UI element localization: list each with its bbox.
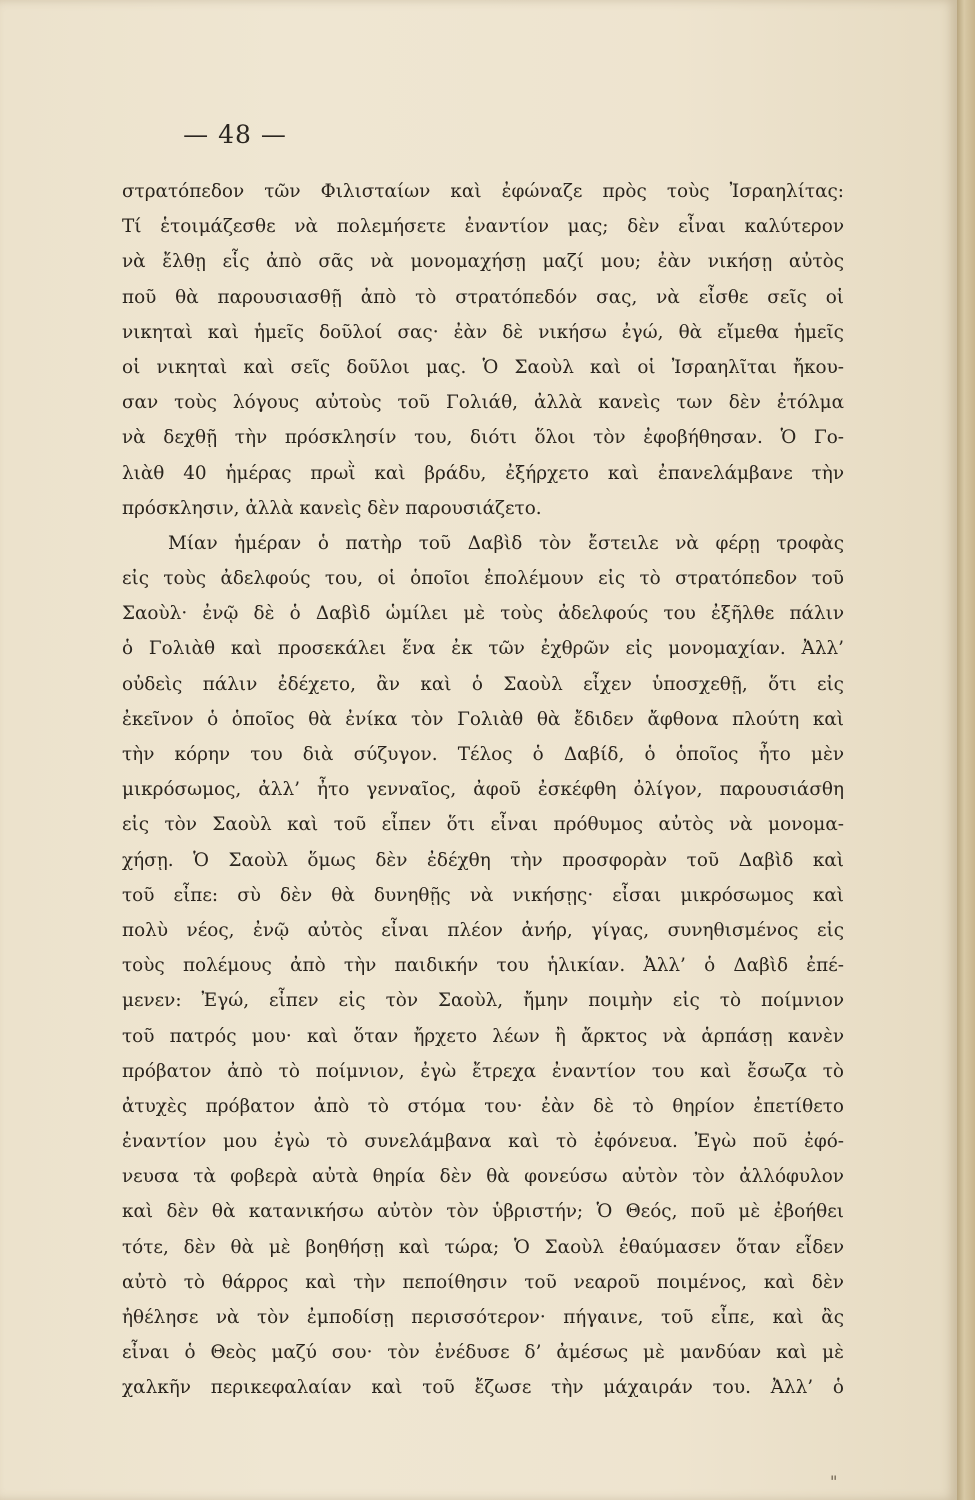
page-number: — 48 — xyxy=(183,120,287,149)
text-line-24: μενεν: Ἐγώ, εἶπεν εἰς τὸν Σαοὺλ, ἤμην ποιμὴν εἰς τὸ ποίμνιον xyxy=(122,990,844,1012)
text-line-6: οἱ νικηταὶ καὶ σεῖς δοῦλοι μας. Ὁ Σαοὺλ καὶ οἱ Ἰσραηλῖται ἤκου- xyxy=(122,356,844,378)
text-line-12: εἰς τοὺς ἀδελφούς του, οἱ ὁποῖοι ἐπολέμουν εἰς τὸ στρατόπεδον τοῦ xyxy=(122,568,844,590)
book-binding-edge xyxy=(957,0,975,1500)
text-line-2: Τί ἑτοιμάζεσθε νὰ πολεμήσετε ἐναντίον μας; δὲν εἶναι καλύτερον xyxy=(122,216,844,238)
text-line-20: χήσῃ. Ὁ Σαοὺλ ὅμως δὲν ἐδέχθη τὴν προσφορὰν τοῦ Δαβὶδ καὶ xyxy=(122,849,844,871)
text-line-29: νευσα τὰ φοβερὰ αὐτὰ θηρία δὲν θὰ φονεύσω αὐτὸν τὸν ἀλλόφυλον xyxy=(122,1166,844,1188)
text-line-32: αὐτὸ τὸ θάρρος καὶ τὴν πεποίθησιν τοῦ νεαροῦ ποιμένος, καὶ δὲν xyxy=(122,1271,844,1293)
text-line-4: ποῦ θὰ παρουσιασθῇ ἀπὸ τὸ στρατόπεδόν σας, νὰ εἶσθε σεῖς οἱ xyxy=(122,286,844,308)
text-line-28: ἐναντίον μου ἐγὼ τὸ συνελάμβανα καὶ τὸ ἐφόνευα. Ἐγὼ ποῦ ἐφό- xyxy=(122,1131,844,1153)
text-line-11: Μίαν ἡμέραν ὁ πατὴρ τοῦ Δαβὶδ τὸν ἔστειλε νὰ φέρῃ τροφὰς xyxy=(168,532,844,554)
text-line-14: ὁ Γολιὰθ καὶ προσεκάλει ἕνα ἐκ τῶν ἐχθρῶν εἰς μονομαχίαν. Ἀλλ’ xyxy=(122,638,844,660)
text-line-33: ἠθέλησε νὰ τὸν ἐμποδίσῃ περισσότερον· πήγαινε, τοῦ εἶπε, καὶ ἂς xyxy=(122,1307,844,1328)
text-line-7: σαν τοὺς λόγους αὐτοὺς τοῦ Γολιάθ, ἀλλὰ κανεὶς των δὲν ἐτόλμα xyxy=(122,392,844,414)
text-line-21: τοῦ εἶπε: σὺ δὲν θὰ δυνηθῇς νὰ νικήσῃς· εἶσαι μικρόσωμος καὶ xyxy=(122,884,844,906)
text-line-17: τὴν κόρην του διὰ σύζυγον. Τέλος ὁ Δαβίδ, ὁ ὁποῖος ἦτο μὲν xyxy=(122,744,844,765)
footer-mark: " xyxy=(830,1472,838,1491)
text-line-23: τοὺς πολέμους ἀπὸ τὴν παιδικήν του ἡλικίαν. Ἀλλ’ ὁ Δαβὶδ ἐπέ- xyxy=(122,955,844,977)
text-line-26: πρόβατον ἀπὸ τὸ ποίμνιον, ἐγὼ ἔτρεχα ἐναντίον του καὶ ἔσωζα τὸ xyxy=(122,1060,844,1082)
text-line-30: καὶ δὲν θὰ κατανικήσω αὐτὸν τὸν ὑβριστήν; Ὁ Θεός, ποῦ μὲ ἐβοήθει xyxy=(122,1201,844,1223)
text-line-8: νὰ δεχθῇ τὴν πρόσκλησίν του, διότι ὅλοι τὸν ἐφοβήθησαν. Ὁ Γο- xyxy=(122,427,844,449)
text-line-18: μικρόσωμος, ἀλλ’ ἦτο γενναῖος, ἀφοῦ ἐσκέφθη ὀλίγον, παρουσιάσθη xyxy=(122,779,844,801)
text-line-1: στρατόπεδον τῶν Φιλισταίων καὶ ἐφώναζε πρὸς τοὺς Ἰσραηλίτας: xyxy=(122,181,844,202)
text-line-31: τότε, δὲν θὰ μὲ βοηθήσῃ καὶ τώρα; Ὁ Σαοὺλ ἐθαύμασεν ὅταν εἶδεν xyxy=(122,1236,844,1258)
body-text xyxy=(122,174,844,1406)
text-line-34: εἶναι ὁ Θεὸς μαζύ σου· τὸν ἐνέδυσε δ’ ἀμέσως μὲ μανδύαν καὶ μὲ xyxy=(122,1342,844,1364)
text-line-22: πολὺ νέος, ἐνῷ αὐτὸς εἶναι πλέον ἀνήρ, γίγας, συνηθισμένος εἰς xyxy=(122,919,844,941)
text-line-35: χαλκῆν περικεφαλαίαν καὶ τοῦ ἔζωσε τὴν μάχαιράν του. Ἀλλ’ ὁ xyxy=(122,1377,844,1399)
text-line-25: τοῦ πατρός μου· καὶ ὅταν ἤρχετο λέων ἢ ἄρκτος νὰ ἁρπάσῃ κανὲν xyxy=(122,1025,844,1047)
text-line-5: νικηταὶ καὶ ἡμεῖς δοῦλοί σας· ἐὰν δὲ νικήσω ἐγώ, θὰ εἴμεθα ἡμεῖς xyxy=(122,321,844,343)
text-line-15: οὐδεὶς πάλιν ἐδέχετο, ἂν καὶ ὁ Σαοὺλ εἶχεν ὑποσχεθῇ, ὅτι εἰς xyxy=(122,673,844,695)
text-line-10: πρόσκλησιν, ἀλλὰ κανεὶς δὲν παρουσιάζετο. xyxy=(122,497,542,519)
text-line-3: νὰ ἔλθῃ εἷς ἀπὸ σᾶς νὰ μονομαχήσῃ μαζί μου; ἐὰν νικήσῃ αὐτὸς xyxy=(122,251,844,273)
text-line-27: ἀτυχὲς πρόβατον ἀπὸ τὸ στόμα του· ἐὰν δὲ τὸ θηρίον ἐπετίθετο xyxy=(122,1095,844,1117)
text-line-16: ἐκεῖνον ὁ ὁποῖος θὰ ἐνίκα τὸν Γολιὰθ θὰ ἔδιδεν ἄφθονα πλούτη καὶ xyxy=(122,708,844,730)
text-line-13: Σαοὺλ· ἐνῷ δὲ ὁ Δαβὶδ ὡμίλει μὲ τοὺς ἀδελφούς του ἐξῆλθε πάλιν xyxy=(122,603,844,625)
text-line-19: εἰς τὸν Σαοὺλ καὶ τοῦ εἶπεν ὅτι εἶναι πρόθυμος αὐτὸς νὰ μονομα- xyxy=(122,814,844,836)
text-line-9: λιὰθ 40 ἡμέρας πρωῒ καὶ βράδυ, ἐξήρχετο καὶ ἐπανελάμβανε τὴν xyxy=(122,462,844,484)
